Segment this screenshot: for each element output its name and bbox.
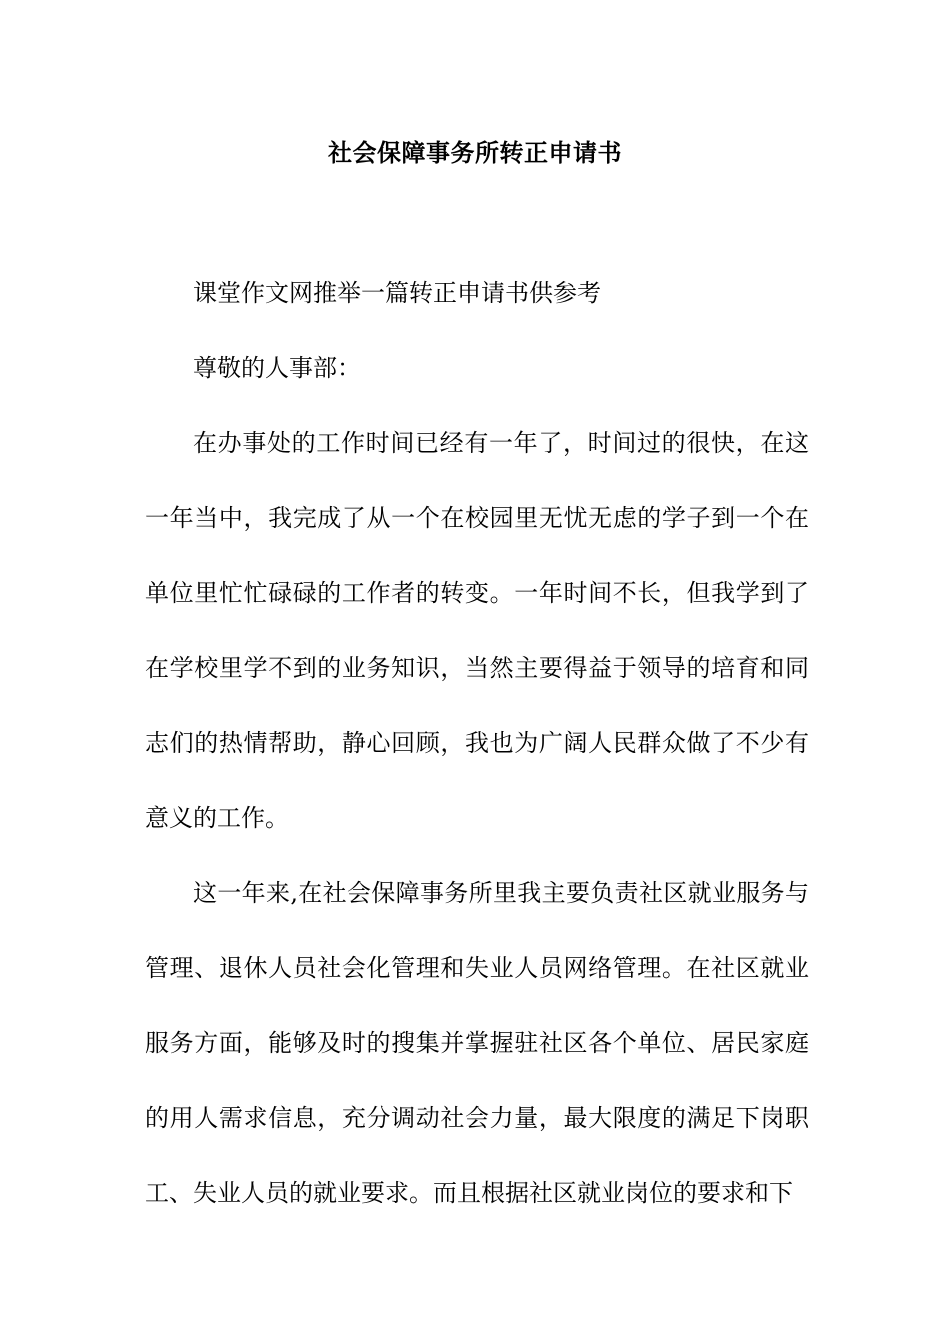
document-body	[145, 256, 809, 1231]
body-paragraph-2: 这一年来,在社会保障事务所里我主要负责社区就业服务与管理、退休人员社会化管理和失业人员网络管理。在社区就业服务方面，能够及时的搜集并掌握驻社区各个单位、居民家庭的用人需求信息，充分调动社会力量，最大限度的满足下岗职工、失业人员的就业要求。而且根据社区就业岗位的要求和下	[145, 879, 809, 1207]
body-paragraph-1: 在办事处的工作时间已经有一年了，时间过的很快，在这一年当中，我完成了从一个在校园里无忧无虑的学子到一个在单位里忙忙碌碌的工作者的转变。一年时间不长，但我学到了在学校里学不到的业务知识，当然主要得益于领导的培育和同志们的热情帮助，静心回顾，我也为广阔人民群众做了不少有意义的工作。	[145, 429, 809, 832]
document-title: 社会保障事务所转正申请书	[328, 138, 622, 167]
salutation: 尊敬的人事部：	[193, 354, 361, 382]
intro-paragraph: 课堂作文网推举一篇转正申请书供参考	[193, 279, 601, 307]
